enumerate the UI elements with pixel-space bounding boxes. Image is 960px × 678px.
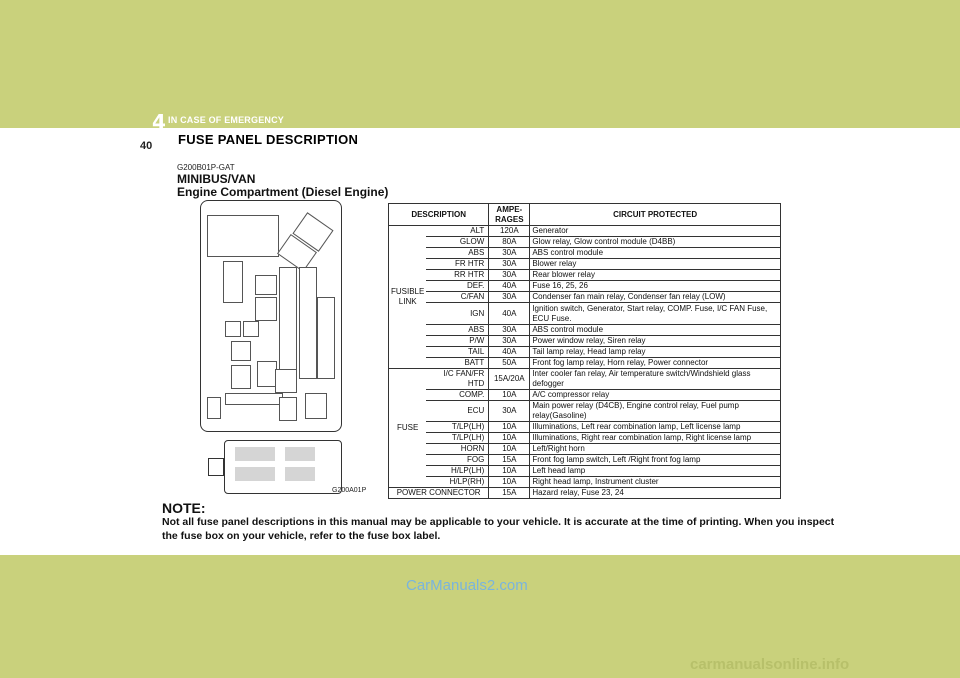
fuse-description: GLOW — [426, 237, 488, 248]
fuse-description: T/LP(LH) — [426, 433, 488, 444]
relay-block — [243, 321, 259, 337]
circuit-protected: Front fog lamp switch, Left /Right front fog lamp — [530, 455, 781, 466]
label-area — [235, 467, 275, 481]
table-row — [389, 358, 781, 369]
circuit-protected: Front fog lamp relay, Horn relay, Power connector — [530, 358, 781, 369]
relay-block — [257, 361, 277, 387]
fuse-amperage: 80A — [489, 237, 530, 248]
figure-code: G200A01P — [332, 487, 367, 494]
fuse-amperage: 10A — [489, 422, 530, 433]
fuse-box-lower-diagram — [224, 440, 342, 494]
subtitle-vehicle: MINIBUS/VAN — [177, 172, 256, 186]
circuit-protected: Left head lamp — [530, 466, 781, 477]
circuit-protected: Left/Right horn — [530, 444, 781, 455]
group-fusible-link: FUSIBLE LINK — [389, 226, 427, 369]
circuit-protected: Illuminations, Right rear combination lamp, Right license lamp — [530, 433, 781, 444]
fuse-table-body — [389, 226, 781, 499]
fuse-column — [317, 297, 335, 379]
circuit-protected: Rear blower relay — [530, 270, 781, 281]
relay-block — [255, 297, 277, 321]
connector-plug — [208, 458, 224, 476]
fuse-amperage: 15A — [489, 488, 530, 499]
fuse-amperage: 15A/20A — [489, 369, 530, 390]
fuse-amperage: 40A — [489, 347, 530, 358]
circuit-protected: Glow relay, Glow control module (D4BB) — [530, 237, 781, 248]
circuit-protected: Generator — [530, 226, 781, 237]
fuse-cluster — [223, 261, 243, 303]
table-row — [389, 336, 781, 347]
table-row — [389, 488, 781, 499]
circuit-protected: ABS control module — [530, 325, 781, 336]
fuse-description: IGN — [426, 303, 488, 325]
fuse-description: T/LP(LH) — [426, 422, 488, 433]
chapter-title: IN CASE OF EMERGENCY — [168, 115, 285, 125]
fuse-description: C/FAN — [426, 292, 488, 303]
table-row — [389, 259, 781, 270]
fuse-amperage: 30A — [489, 259, 530, 270]
fuse-description: I/C FAN/FR HTD — [426, 369, 488, 390]
table-row — [389, 466, 781, 477]
fuse-amperage: 10A — [489, 433, 530, 444]
header-description: DESCRIPTION — [389, 204, 489, 226]
fuse-description: FR HTR — [426, 259, 488, 270]
relay-block — [231, 365, 251, 389]
relay-block — [275, 369, 297, 393]
fuse-description: BATT — [426, 358, 488, 369]
note-text: Not all fuse panel descriptions in this manual may be applicable to your vehicle. It is accurate at the time of printing. When you inspect the fuse box on your vehicle, refer to the fuse box label. — [162, 516, 835, 542]
table-row — [389, 292, 781, 303]
table-row — [389, 303, 781, 325]
fuse-column — [279, 267, 297, 379]
header-circuit: CIRCUIT PROTECTED — [530, 204, 781, 226]
watermark-bottom: carmanualsonline.info — [690, 656, 850, 673]
fuse-description: H/LP(LH) — [426, 466, 488, 477]
fuse-amperage: 40A — [489, 281, 530, 292]
circuit-protected: Right head lamp, Instrument cluster — [530, 477, 781, 488]
table-row — [389, 369, 781, 390]
fuse-amperage: 30A — [489, 292, 530, 303]
circuit-protected: ABS control module — [530, 248, 781, 259]
circuit-protected: Inter cooler fan relay, Air temperature switch/Windshield glass defogger — [530, 369, 781, 390]
fuse-description: ALT — [426, 226, 488, 237]
table-row — [389, 444, 781, 455]
fuse-description: TAIL — [426, 347, 488, 358]
fuse-amperage: 40A — [489, 303, 530, 325]
fuse-table — [388, 203, 781, 499]
table-row — [389, 248, 781, 259]
table-row — [389, 433, 781, 444]
fuse-amperage: 120A — [489, 226, 530, 237]
section-code: G200B01P-GAT — [177, 163, 235, 172]
fuse-amperage: 30A — [489, 401, 530, 422]
fuse-amperage: 30A — [489, 270, 530, 281]
circuit-protected: Main power relay (D4CB), Engine control relay, Fuel pump relay(Gasoline) — [530, 401, 781, 422]
chapter-number: 4 — [152, 110, 166, 134]
fuse-amperage: 10A — [489, 466, 530, 477]
fuse-description: COMP. — [426, 390, 488, 401]
table-row — [389, 226, 781, 237]
fuse-description: P/W — [426, 336, 488, 347]
table-row — [389, 281, 781, 292]
fuse-column — [299, 267, 317, 379]
table-row — [389, 237, 781, 248]
circuit-protected: Power window relay, Siren relay — [530, 336, 781, 347]
page-number: 40 — [140, 140, 153, 152]
table-row — [389, 422, 781, 433]
label-area — [285, 447, 315, 461]
fuse-amperage: 30A — [489, 336, 530, 347]
circuit-protected: Condenser fan main relay, Condenser fan relay (LOW) — [530, 292, 781, 303]
fuse-amperage: 50A — [489, 358, 530, 369]
table-row — [389, 477, 781, 488]
fuse-row-bottom — [225, 393, 283, 405]
fuse-description: DEF. — [426, 281, 488, 292]
fuse-cluster — [305, 393, 327, 419]
header-band — [0, 0, 960, 128]
fuse-description: ABS — [426, 325, 488, 336]
table-row — [389, 390, 781, 401]
fuse-row-top — [207, 215, 279, 257]
fuse-amperage: 10A — [489, 477, 530, 488]
fuse-description: RR HTR — [426, 270, 488, 281]
table-row — [389, 270, 781, 281]
group-fuse: FUSE — [389, 369, 427, 488]
label-area — [235, 447, 275, 461]
table-row — [389, 325, 781, 336]
circuit-protected: Blower relay — [530, 259, 781, 270]
circuit-protected: Hazard relay, Fuse 23, 24 — [530, 488, 781, 499]
fuse-description: H/LP(RH) — [426, 477, 488, 488]
table-row — [389, 401, 781, 422]
fuse-amperage: 30A — [489, 325, 530, 336]
note-title: NOTE: — [162, 500, 206, 516]
subtitle-location: Engine Compartment (Diesel Engine) — [177, 185, 389, 199]
circuit-protected: Ignition switch, Generator, Start relay, COMP. Fuse, I/C FAN Fuse, ECU Fuse. — [530, 303, 781, 325]
circuit-protected: A/C compressor relay — [530, 390, 781, 401]
watermark-top: CarManuals2.com — [406, 577, 528, 594]
fuse-amperage: 30A — [489, 248, 530, 259]
table-row — [389, 455, 781, 466]
relay-block — [231, 341, 251, 361]
relay-block — [279, 397, 297, 421]
fuse-box-diagram — [200, 200, 342, 432]
fuse-amperage: 10A — [489, 390, 530, 401]
header-amperages: AMPE- RAGES — [489, 204, 530, 226]
label-area — [285, 467, 315, 481]
fuse-description: ECU — [426, 401, 488, 422]
circuit-protected: Fuse 16, 25, 26 — [530, 281, 781, 292]
circuit-protected: Tail lamp relay, Head lamp relay — [530, 347, 781, 358]
section-title: FUSE PANEL DESCRIPTION — [178, 132, 359, 147]
circuit-protected: Illuminations, Left rear combination lamp, Left license lamp — [530, 422, 781, 433]
fuse-description: POWER CONNECTOR — [389, 488, 489, 499]
relay-block — [207, 397, 221, 419]
fuse-amperage: 15A — [489, 455, 530, 466]
relay-block — [255, 275, 277, 295]
fuse-description: ABS — [426, 248, 488, 259]
relay-block — [225, 321, 241, 337]
fuse-description: HORN — [426, 444, 488, 455]
table-row — [389, 347, 781, 358]
fuse-description: FOG — [426, 455, 488, 466]
fuse-amperage: 10A — [489, 444, 530, 455]
